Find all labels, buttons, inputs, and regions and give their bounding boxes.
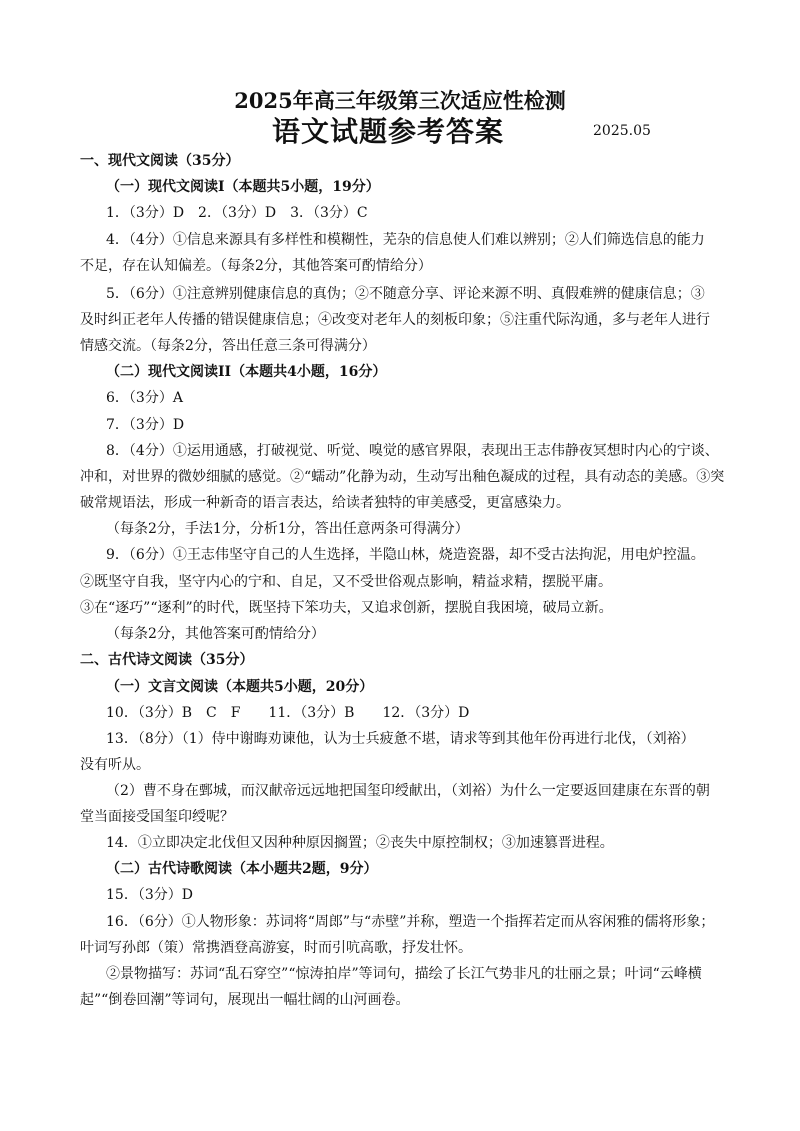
answer-line: 5．（6分）①注意辨别健康信息的真伪；②不随意分享、评论来源不明、真假难辨的健康信息；③ [106,286,705,302]
answer-line: 1．（3分）D 2．（3分）D 3．（3分）C [106,205,368,221]
answer-line: 15．（3分）D [106,887,193,903]
answer-line: 14．①立即决定北伐但又因种种原因搁置；②丧失中原控制权；③加速篡晋进程。 [106,835,614,851]
answer-line: 冲和，对世界的微妙细腻的感觉。②“蠕动”化静为动，生动写出釉色凝成的过程，具有动态的美感。③突 [80,469,725,485]
answer-line: 9．（6分）①王志伟坚守自己的人生选择，半隐山林，烧造瓷器，却不受古法拘泥，用电炉控温。 [106,547,705,563]
answer-line: （2）曹不身在鄄城，而汉献帝远远地把国玺印绶献出，（刘裕）为什么一定要返回建康在东晋的朝 [106,783,710,799]
answer-line: ②既坚守自我，坚守内心的宁和、自足，又不受世俗观点影响，精益求精，摆脱平庸。 [80,574,612,590]
answer-line: 7．（3分）D [106,417,185,433]
answer-key-title: 语文试题参考答案 [272,115,505,148]
answer-line: 不足，存在认知偏差。（每条2分，其他答案可酌情给分） [80,258,432,274]
subsection-heading: （一）现代文阅读I（本题共5小题，19分） [106,179,380,195]
answer-line: 及时纠正老年人传播的错误健康信息；④改变对老年人的刻板印象；⑤注重代际沟通，多与老年人进行 [80,312,710,328]
subsection-heading: （一）文言文阅读（本题共5小题，20分） [106,679,374,695]
answer-line: 8．（4分）①运用通感，打破视觉、听觉、嗅觉的感官界限，表现出王志伟静夜冥想时内心的宁谈、 [106,443,719,459]
answer-line: 叶词写孙郎（策）常携酒登高游宴，时而引吭高歌，抒发壮怀。 [80,940,472,956]
answer-line: 13．（8分）（1）侍中谢晦劝谏他，认为士兵疲惫不堪，请求等到其他年份再进行北伐，（刘裕） [106,731,695,747]
answer-line: 4．（4分）①信息来源具有多样性和模糊性，芜杂的信息使人们难以辨别；②人们筛选信息的能力 [106,232,705,248]
answer-line: 没有听从。 [80,757,150,773]
answer-line: ②景物描写：苏词“乱石穿空”“惊涛拍岸”等词句，描绘了长江气势非凡的壮丽之景；叶词“云峰横 [106,966,702,982]
exam-title: 2025年高三年级第三次适应性检测 [234,88,566,113]
answer-line: 10．（3分）B C F 11．（3分）B 12．（3分）D [106,705,470,721]
answer-line: 破常规语法，形成一种新奇的语言表达，给读者独特的审美感受，更富感染力。 [80,495,570,511]
answer-note: （每条2分，其他答案可酌情给分） [106,626,325,642]
answer-line: 堂当面接受国玺印绶呢？ [80,809,234,825]
answer-line: 16．（6分）①人物形象：苏词将“周郎”与“赤壁”并称，塑造一个指挥若定而从容闲雅的儒将形象； [106,914,715,930]
answer-line: ③在“逐巧”“逐利”的时代，既坚持下笨功夫，又追求创新，摆脱自我困境，破局立新。 [80,600,613,616]
answer-line: 6．（3分）A [106,390,183,406]
section-heading: 二、古代诗文阅读（35分） [80,652,254,668]
subsection-heading: （二）古代诗歌阅读（本小题共2题，9分） [106,861,378,877]
answer-line: 情感交流。（每条2分，答出任意三条可得满分） [80,338,376,354]
answer-note: （每条2分，手法1分，分析1分，答出任意两条可得满分） [106,521,469,537]
answer-line: 起”“倒卷回潮”等词句，展现出一幅壮阔的山河画卷。 [80,992,410,1008]
section-heading: 一、现代文阅读（35分） [80,153,240,169]
exam-date: 2025.05 [593,123,651,139]
subsection-heading: （二）现代文阅读II（本题共4小题，16分） [106,364,387,380]
